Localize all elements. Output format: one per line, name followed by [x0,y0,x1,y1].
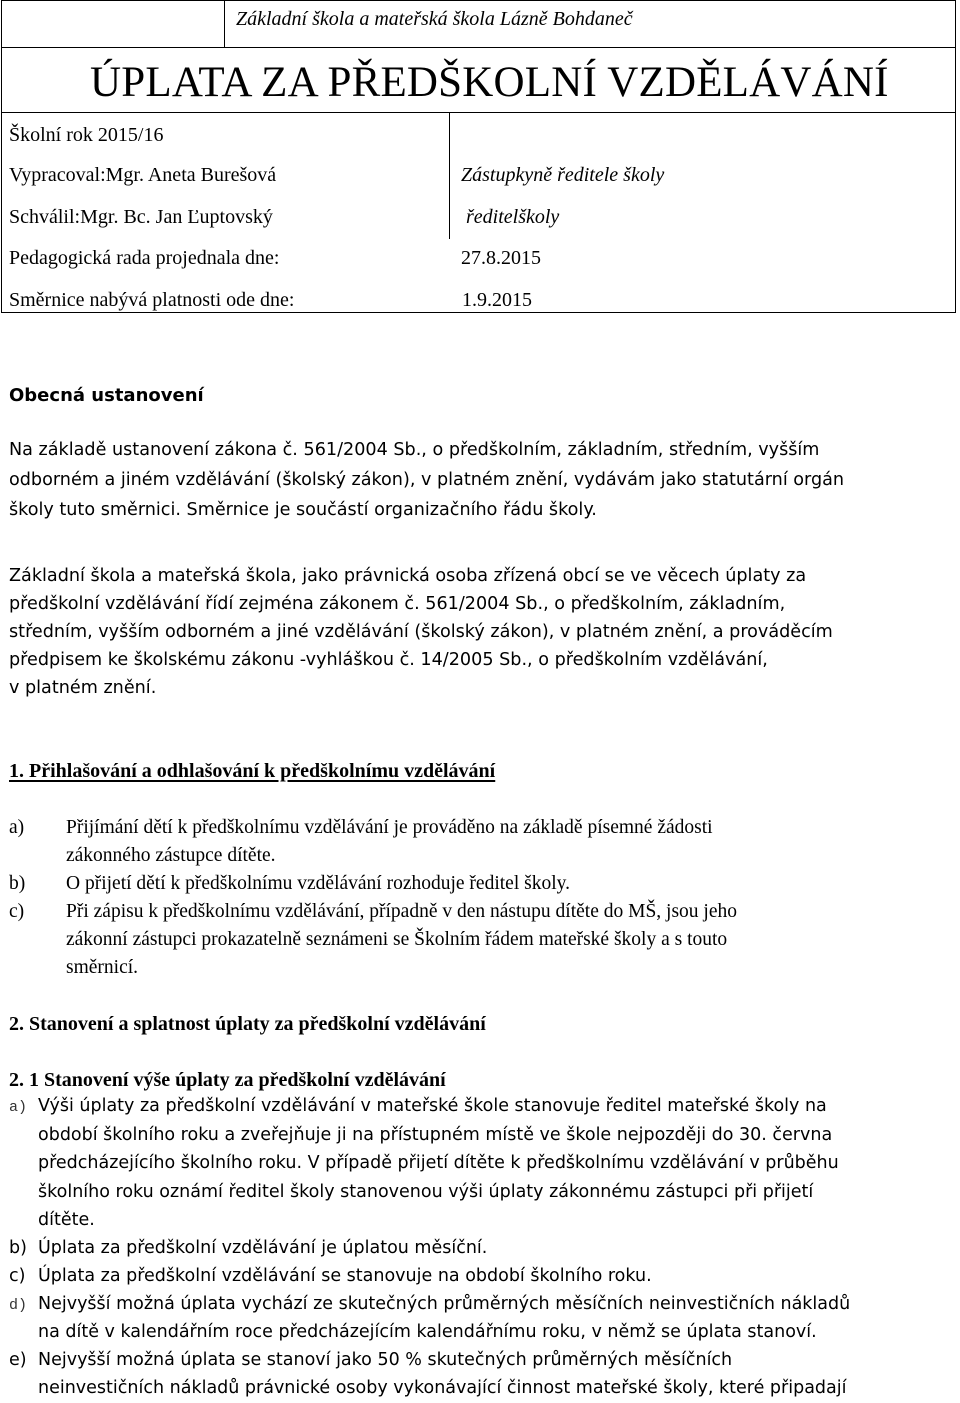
section2-item-line: Výši úplaty za předškolní vzdělávání v mateřské škole stanovuje ředitel mateřské školy na [38,1096,827,1116]
general-p1-line: školy tuto směrnici. Směrnice je součástí organizačního řádu školy. [9,500,597,520]
general-p2-line: předpisem ke školskému zákonu -vyhláškou č. 14/2005 Sb., o předškolním vzdělávání, [9,650,768,670]
section2-subheading: 2. 1 Stanovení výše úplaty za předškolní vzdělávání [9,1069,446,1091]
section2-item-line: Nejvyšší možná úplata vychází ze skutečných průměrných měsíčních neinvestičních nákladů [38,1294,851,1314]
school-year: Školní rok 2015/16 [9,124,164,146]
school-name: Základní škola a mateřská škola Lázně Bohdaneč [236,8,633,30]
header-rule [1,112,956,113]
section1-heading: 1. Přihlašování a odhlašování k předškolnímu vzdělávání [9,760,496,782]
section1-item-line: směrnicí. [66,957,139,978]
effective-label: Směrnice nabývá platnosti ode dne: [9,289,295,311]
section1-item-label: a) [9,817,25,838]
general-heading: Obecná ustanovení [9,385,204,406]
approved-by: Schválil:Mgr. Bc. Jan Ľuptovský [9,206,273,228]
section2-item-label: d) [9,1297,28,1314]
section2-item-line: předcházejícího školního roku. V případě přijetí dítěte k předškolnímu vzdělávání v průběhu [38,1153,839,1173]
general-p1-line: Na základě ustanovení zákona č. 561/2004 Sb., o předškolním, základním, středním, vyšším [9,440,820,460]
section1-item-line: zákonného zástupce dítěte. [66,845,276,866]
general-p2-line: středním, vyšším odborném a jiné vzdělávání (školský zákon), v platném znění, a prováděcím [9,622,833,642]
section2-item-line: Úplata za předškolní vzdělávání je úplatou měsíční. [38,1238,488,1258]
section2-item-line: období školního roku a zveřejňuje ji na přístupném místě ve škole nejpozději do 30. června [38,1125,833,1145]
section2-item-label: a) [9,1099,28,1116]
general-p1-line: odborném a jiném vzdělávání (školský zákon), v platném znění, vydávám jako statutární orgán [9,470,845,490]
section2-heading: 2. Stanovení a splatnost úplaty za předškolní vzdělávání [9,1013,486,1035]
section2-item-line: Nejvyšší možná úplata se stanoví jako 50 % skutečných průměrných měsíčních [38,1350,733,1370]
section1-item-line: Při zápisu k předškolnímu vzdělávání, případně v den nástupu dítěte do MŠ, jsou jeho [66,901,738,922]
general-p2-line: Základní škola a mateřská škola, jako právnická osoba zřízená obcí se ve věcech úplaty za [9,566,807,586]
prepared-role: Zástupkyně ředitele školy [461,164,665,186]
header-rule [224,0,225,47]
section2-item-line: neinvestičních nákladů právnické osoby vykonávající činnost mateřské školy, které připadají [38,1378,847,1398]
approved-role: ředitelškoly [466,206,560,228]
section1-item-line: zákonní zástupci prokazatelně seznámeni se Školním řádem mateřské školy a s touto [66,929,728,950]
prepared-by: Vypracoval:Mgr. Aneta Burešová [9,164,277,186]
section1-item-line: O přijetí dětí k předškolnímu vzdělávání rozhoduje ředitel školy. [66,873,570,894]
general-p2-line: předškolní vzdělávání řídí zejména zákonem č. 561/2004 Sb., o předškolním, základním, [9,594,786,614]
section1-item-label: c) [9,901,25,922]
document-title: ÚPLATA ZA PŘEDŠKOLNÍ VZDĚLÁVÁNÍ [90,59,889,106]
section2-item-label: e) [9,1350,27,1370]
header-rule [1,47,956,48]
section2-item-label: b) [9,1238,27,1258]
section2-item-line: školního roku oznámí ředitel školy stanovenou výši úplaty zákonnému zástupci při přijetí [38,1182,814,1202]
general-p2-line: v platném znění. [9,678,157,698]
effective-date: 1.9.2015 [462,289,532,311]
section2-item-line: Úplata za předškolní vzdělávání se stanovuje na období školního roku. [38,1266,652,1286]
section2-item-line: na dítě v kalendářním roce předcházejícím kalendářnímu roku, v němž se úplata stanoví. [38,1322,817,1342]
council-date: 27.8.2015 [461,247,541,269]
section2-item-label: c) [9,1266,26,1286]
section1-item-line: Přijímání dětí k předškolnímu vzdělávání je prováděno na základě písemné žádosti [66,817,713,838]
header-rule [449,112,450,239]
section2-item-line: dítěte. [38,1210,95,1230]
section1-item-label: b) [9,873,26,894]
council-label: Pedagogická rada projednala dne: [9,247,280,269]
